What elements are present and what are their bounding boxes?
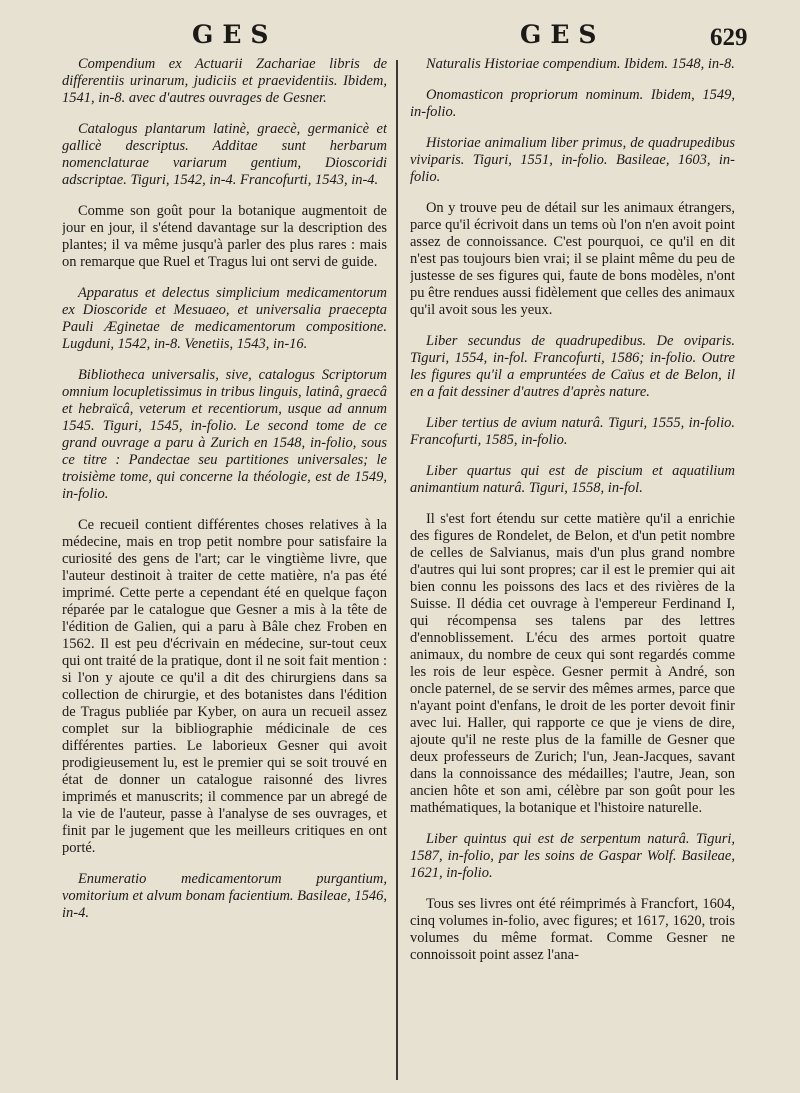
paragraph: Il s'est fort étendu sur cette matière qu'il a enrichie des figures de Rondelet, de Belon, et d'un petit nombre de celles de Salvianus, mais d'un plus grand nombre d'autres qui lui sont propres; car il est le premier qui ait bien connu les poissons des lacs et des rivières de la Suisse. Il dédia cet ouvrage à l'empereur Ferdinand I, qui récompensa ses talens par des lettres d'ennoblissement. L'écu des armes portoit quatre animaux, du nombre de ceux qui sont regardés comme les rois de leur espèce. Gesner permit à André, son oncle paternel, de se servir des mêmes armes, parce que n'ayant point d'enfans, le droit de les porter devoit finir avec lui. Haller, qui rapporte ce que je viens de dire, ajoute qu'il ne reste plus de la famille de Gesner que deux professeurs de Zurich; l'un, Jean-Jacques, savant dans la connoissance des médailles; l'autre, Jean, son ancien hôte et son ami, célèbre par son goût pour les mathématiques, la botanique et l'histoire naturelle. <box>410 511 735 816</box>
paragraph: Apparatus et delectus simplicium medicamentorum ex Dioscoride et Mesuaeo, et universalia praecepta Pauli Æginetae de medicamentorum compositione. Lugduni, 1542, in-8. Venetiis, 1543, in-16. <box>62 285 387 352</box>
paragraph: Onomasticon propriorum nominum. Ibidem, 1549, in-folio. <box>410 87 735 120</box>
paragraph: Liber tertius de avium naturâ. Tiguri, 1555, in-folio. Francofurti, 1585, in-folio. <box>410 415 735 448</box>
column-divider <box>396 60 398 1080</box>
paragraph: Enumeratio medicamentorum purgantium, vomitorium et alvum bonam facientium. Basileae, 1546, in-4. <box>62 871 387 921</box>
paragraph: Ce recueil contient différentes choses relatives à la médecine, mais en trop petit nombre pour satisfaire la curiosité des gens de l'art; car le vingtième livre, que l'auteur destinoit à traiter de cette matière, n'a pas été imprimé. Cette perte a cependant été en quelque façon réparée par le catalogue que Gesner a mis à la tête de l'édition de Galien, qui a paru à Bâle chez Froben en 1562. Il est peu d'écrivain en médecine, sur-tout ceux qui ont traité de la pratique, dont il ne soit fait mention : si l'on y ajoute ce qu'il a dit des chirurgiens dans sa collection de chirurgie, et des botanistes dans l'édition de Tragus publiée par Kyber, on aura un recueil assez complet sur la bibliographie médicinale de ces différentes parties. Le laborieux Gesner qui avoit prodigieusement lu, est le premier qui se soit trouvé en état de donner un catalogue raisonné des livres imprimés et manuscrits; il commence par un abregé de la vie de l'auteur, passe à l'analyse de ses ouvrages, et finit par le jugement que les meilleurs critiques en ont porté. <box>62 517 387 856</box>
paragraph: Comme son goût pour la botanique augmentoit de jour en jour, il s'étend davantage sur la description des plantes; il va même jusqu'à parler des plus rares : mais on remarque que Ruel et Tragus lui ont servi de guide. <box>62 203 387 270</box>
paragraph: On y trouve peu de détail sur les animaux étrangers, parce qu'il écrivoit dans un tems où l'on n'en avoit point assez de connoissance. C'est pourquoi, ce qu'il en dit n'est pas toujours bien vrai; il se plaint même du peu de justesse de ses figures qui, faute de bons modèles, n'ont pu être rendues aussi fidèlement que celles des animaux qu'il avoit sous les yeux. <box>410 200 735 318</box>
paragraph: Liber secundus de quadrupedibus. De oviparis. Tiguri, 1554, in-fol. Francofurti, 1586; in-folio. Outre les figures qu'il a empruntées de Caïus et de Belon, il en a fait dessiner d'autres d'après nature. <box>410 333 735 400</box>
paragraph: Tous ses livres ont été réimprimés à Francfort, 1604, cinq volumes in-folio, avec figures; et 1617, 1620, trois volumes du même format. Comme Gesner ne connoissoit point assez l'ana- <box>410 896 735 963</box>
paragraph: Naturalis Historiae compendium. Ibidem. 1548, in-8. <box>425 56 735 72</box>
right-column <box>410 56 735 1081</box>
page-number: 629 <box>710 24 748 51</box>
paragraph: Bibliotheca universalis, sive, catalogus Scriptorum omnium locupletissimus in tribus linguis, latinâ, graecâ et hebraïcâ, veterum et recentiorum, usque ad annum 1545. Tiguri, 1545, in-folio. Le second tome de ce grand ouvrage a paru à Zurich en 1548, in-folio, sous ce titre : Pandectae seu partitiones universales; le troisième tome, qui concerne la théologie, est de 1549, in-folio. <box>62 367 387 502</box>
paragraph: Liber quartus qui est de piscium et aquatilium animantium naturâ. Tiguri, 1558, in-fol. <box>410 463 735 496</box>
paragraph: Historiae animalium liber primus, de quadrupedibus viviparis. Tiguri, 1551, in-folio. Basileae, 1603, in-folio. <box>410 135 735 185</box>
paragraph: Liber quintus qui est de serpentum naturâ. Tiguri, 1587, in-folio, par les soins de Gaspar Wolf. Basileae, 1621, in-folio. <box>410 831 735 881</box>
left-column <box>62 56 387 1081</box>
paragraph: Catalogus plantarum latinè, graecè, germanicè et gallicè descriptus. Additae sunt herbarum nomenclaturae variarum gentium, Dioscoridi adscriptae. Tiguri, 1542, in-4. Francofurti, 1543, in-4. <box>62 121 387 188</box>
paragraph: Compendium ex Actuarii Zachariae libris de differentiis urinarum, judiciis et praevidentiis. Ibidem, 1541, in-8. avec d'autres ouvrages de Gesner. <box>62 56 387 106</box>
running-head-left: GES <box>192 20 278 49</box>
running-head-right: GES <box>520 20 606 49</box>
